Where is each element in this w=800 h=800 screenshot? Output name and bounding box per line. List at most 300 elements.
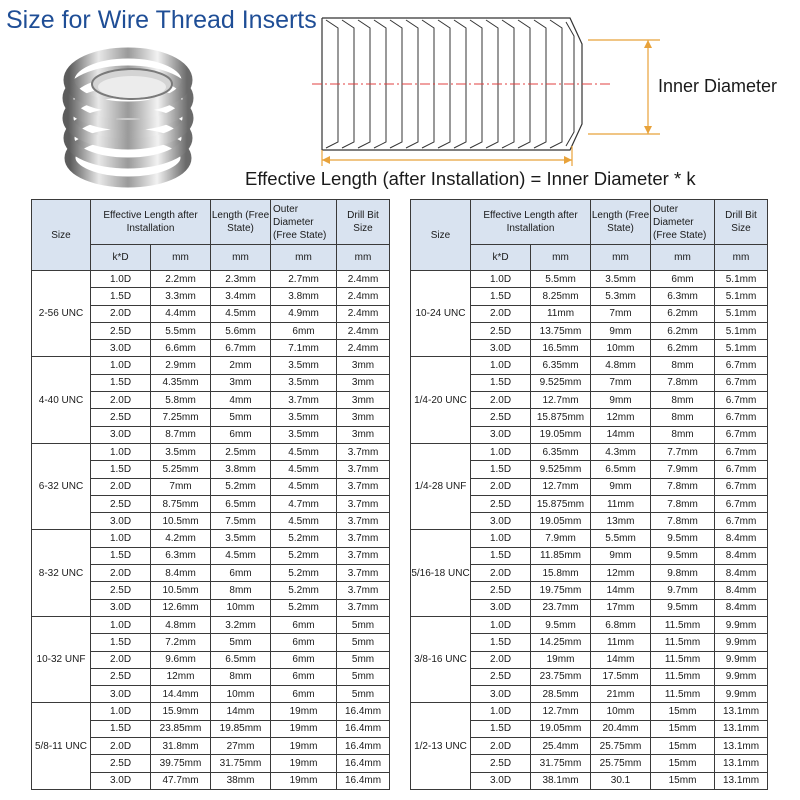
kd-cell: 3.0D [91,599,151,616]
effective-length-cell: 31.8mm [151,738,211,755]
effective-length-cell: 13.75mm [531,322,591,339]
drill-bit-cell: 2.4mm [337,322,390,339]
effective-length-cell: 4.35mm [151,374,211,391]
drill-bit-cell: 6.7mm [715,392,768,409]
outer-diameter-cell: 3.5mm [271,426,337,443]
header-mm: mm [531,245,591,271]
length-free-cell: 5.3mm [591,288,651,305]
effective-length-cell: 8.75mm [151,495,211,512]
drill-bit-cell: 16.4mm [337,720,390,737]
effective-length-cell: 38.1mm [531,772,591,789]
outer-diameter-cell: 8mm [651,392,715,409]
effective-length-cell: 15.875mm [531,409,591,426]
kd-cell: 2.0D [91,392,151,409]
size-table-left [31,199,390,790]
length-free-cell: 4.3mm [591,443,651,460]
kd-cell: 2.5D [91,495,151,512]
effective-length-formula: Effective Length (after Installation) = Inner Diameter * k [245,168,696,189]
drill-bit-cell: 5.1mm [715,322,768,339]
outer-diameter-cell: 4.7mm [271,495,337,512]
table-row [32,530,390,547]
kd-cell: 2.5D [471,755,531,772]
effective-length-cell: 5.8mm [151,392,211,409]
effective-length-cell: 4.4mm [151,305,211,322]
drill-bit-cell: 16.4mm [337,703,390,720]
length-free-cell: 9mm [591,392,651,409]
kd-cell: 1.0D [91,703,151,720]
length-free-cell: 5.2mm [211,478,271,495]
effective-length-cell: 16.5mm [531,340,591,357]
drill-bit-cell: 3mm [337,392,390,409]
outer-diameter-cell: 4.5mm [271,443,337,460]
outer-diameter-cell: 6mm [271,616,337,633]
length-free-cell: 38mm [211,772,271,789]
length-free-cell: 3.5mm [211,530,271,547]
outer-diameter-cell: 3.5mm [271,409,337,426]
drill-bit-cell: 3.7mm [337,565,390,582]
effective-length-cell: 6.3mm [151,547,211,564]
drill-bit-cell: 9.9mm [715,668,768,685]
outer-diameter-cell: 9.7mm [651,582,715,599]
effective-length-cell: 23.75mm [531,668,591,685]
header-size: Size [32,200,91,271]
table-row [411,530,768,547]
effective-length-cell: 2.2mm [151,271,211,288]
outer-diameter-cell: 6.2mm [651,322,715,339]
kd-cell: 1.5D [471,461,531,478]
length-free-cell: 19.85mm [211,720,271,737]
table-row [411,443,768,460]
outer-diameter-cell: 7.8mm [651,513,715,530]
effective-length-cell: 3.5mm [151,443,211,460]
effective-length-cell: 28.5mm [531,686,591,703]
outer-diameter-cell: 8mm [651,409,715,426]
header-length-free: Length (Free State) [591,200,651,245]
outer-diameter-cell: 6mm [651,271,715,288]
kd-cell: 2.5D [91,668,151,685]
drill-bit-cell: 3.7mm [337,478,390,495]
kd-cell: 2.5D [471,668,531,685]
kd-cell: 3.0D [91,686,151,703]
header-mm: mm [337,245,390,271]
effective-length-cell: 5.5mm [151,322,211,339]
effective-length-cell: 3.3mm [151,288,211,305]
drill-bit-cell: 16.4mm [337,772,390,789]
effective-length-cell: 7.9mm [531,530,591,547]
drill-bit-cell: 8.4mm [715,547,768,564]
kd-cell: 2.5D [91,755,151,772]
outer-diameter-cell: 7.7mm [651,443,715,460]
kd-cell: 3.0D [471,513,531,530]
size-cell: 5/16-18 UNC [411,530,471,616]
length-free-cell: 17.5mm [591,668,651,685]
size-cell: 10-24 UNC [411,271,471,357]
kd-cell: 2.5D [471,322,531,339]
size-table-right [410,199,768,790]
effective-length-cell: 39.75mm [151,755,211,772]
effective-length-cell: 9.525mm [531,374,591,391]
drill-bit-cell: 8.4mm [715,530,768,547]
drill-bit-cell: 6.7mm [715,409,768,426]
outer-diameter-cell: 6.2mm [651,340,715,357]
effective-length-cell: 12.7mm [531,392,591,409]
outer-diameter-cell: 6mm [271,322,337,339]
inner-diameter-label: Inner Diameter [658,76,778,96]
kd-cell: 1.5D [91,720,151,737]
header-kd: k*D [471,245,531,271]
table-row [411,703,768,720]
effective-length-cell: 19.75mm [531,582,591,599]
drill-bit-cell: 3.7mm [337,461,390,478]
length-free-cell: 6.5mm [211,495,271,512]
kd-cell: 2.0D [471,392,531,409]
length-free-cell: 14mm [591,426,651,443]
table-row [32,271,390,288]
effective-length-cell: 23.7mm [531,599,591,616]
header-length-free: Length (Free State) [211,200,271,245]
length-free-cell: 21mm [591,686,651,703]
effective-length-cell: 14.4mm [151,686,211,703]
kd-cell: 3.0D [471,686,531,703]
header-mm: mm [151,245,211,271]
outer-diameter-cell: 2.7mm [271,271,337,288]
effective-length-cell: 5.5mm [531,271,591,288]
drill-bit-cell: 5.1mm [715,288,768,305]
outer-diameter-cell: 7.8mm [651,495,715,512]
kd-cell: 1.0D [471,616,531,633]
length-free-cell: 25.75mm [591,755,651,772]
drill-bit-cell: 3.7mm [337,582,390,599]
effective-length-cell: 10.5mm [151,582,211,599]
drill-bit-cell: 5mm [337,616,390,633]
kd-cell: 1.0D [471,443,531,460]
size-cell: 5/8-11 UNC [32,703,91,789]
page-title: Size for Wire Thread Inserts [6,6,317,34]
effective-length-cell: 4.8mm [151,616,211,633]
drill-bit-cell: 5mm [337,668,390,685]
outer-diameter-cell: 5.2mm [271,530,337,547]
drill-bit-cell: 6.7mm [715,513,768,530]
table-row [32,443,390,460]
effective-length-cell: 19.05mm [531,513,591,530]
drill-bit-cell: 13.1mm [715,772,768,789]
kd-cell: 3.0D [471,599,531,616]
table-row [32,703,390,720]
effective-length-cell: 9.5mm [531,616,591,633]
outer-diameter-cell: 6mm [271,651,337,668]
outer-diameter-cell: 7.9mm [651,461,715,478]
length-free-cell: 10mm [591,703,651,720]
kd-cell: 1.0D [91,271,151,288]
kd-cell: 3.0D [91,513,151,530]
length-free-cell: 5.6mm [211,322,271,339]
outer-diameter-cell: 15mm [651,703,715,720]
effective-length-cell: 19.05mm [531,426,591,443]
kd-cell: 1.0D [91,616,151,633]
header-size: Size [411,200,471,271]
drill-bit-cell: 3.7mm [337,443,390,460]
size-cell: 8-32 UNC [32,530,91,616]
kd-cell: 2.0D [91,478,151,495]
length-free-cell: 3.2mm [211,616,271,633]
drill-bit-cell: 3.7mm [337,513,390,530]
effective-length-cell: 15.9mm [151,703,211,720]
outer-diameter-cell: 3.5mm [271,374,337,391]
drill-bit-cell: 9.9mm [715,634,768,651]
effective-length-cell: 9.525mm [531,461,591,478]
effective-length-cell: 8.25mm [531,288,591,305]
length-free-cell: 14mm [591,651,651,668]
size-cell: 1/4-20 UNC [411,357,471,443]
outer-diameter-cell: 7.1mm [271,340,337,357]
table-row [32,616,390,633]
header-mm: mm [591,245,651,271]
drill-bit-cell: 9.9mm [715,616,768,633]
effective-length-cell: 12mm [151,668,211,685]
kd-cell: 3.0D [91,772,151,789]
kd-cell: 2.5D [471,409,531,426]
kd-cell: 1.5D [91,374,151,391]
drill-bit-cell: 5.1mm [715,271,768,288]
drill-bit-cell: 2.4mm [337,340,390,357]
kd-cell: 3.0D [471,772,531,789]
drill-bit-cell: 3.7mm [337,599,390,616]
outer-diameter-cell: 8mm [651,426,715,443]
kd-cell: 2.0D [471,565,531,582]
length-free-cell: 2.3mm [211,271,271,288]
length-free-cell: 5mm [211,634,271,651]
effective-length-cell: 25.4mm [531,738,591,755]
kd-cell: 1.5D [471,634,531,651]
effective-length-cell: 7.2mm [151,634,211,651]
drill-bit-cell: 3.7mm [337,530,390,547]
outer-diameter-cell: 9.5mm [651,530,715,547]
outer-diameter-cell: 8mm [651,357,715,374]
effective-length-cell: 6.35mm [531,357,591,374]
length-free-cell: 11mm [591,495,651,512]
outer-diameter-cell: 15mm [651,738,715,755]
effective-length-cell: 8.4mm [151,565,211,582]
length-free-cell: 14mm [591,582,651,599]
drill-bit-cell: 6.7mm [715,478,768,495]
outer-diameter-cell: 6mm [271,634,337,651]
effective-length-cell: 11.85mm [531,547,591,564]
table-body [411,271,768,790]
outer-diameter-cell: 5.2mm [271,547,337,564]
length-free-cell: 6.5mm [591,461,651,478]
drill-bit-cell: 5mm [337,686,390,703]
kd-cell: 1.0D [471,530,531,547]
length-free-cell: 4mm [211,392,271,409]
effective-length-cell: 6.6mm [151,340,211,357]
header-outer-diameter: Outer Diameter (Free State) [651,200,715,245]
kd-cell: 1.0D [471,703,531,720]
length-free-cell: 9mm [591,547,651,564]
effective-length-cell: 15.875mm [531,495,591,512]
kd-cell: 1.5D [471,547,531,564]
length-free-cell: 6mm [211,565,271,582]
outer-diameter-cell: 11.5mm [651,634,715,651]
header-kd: k*D [91,245,151,271]
effective-length-cell: 31.75mm [531,755,591,772]
kd-cell: 2.0D [471,738,531,755]
kd-cell: 1.0D [471,271,531,288]
header-mm: mm [211,245,271,271]
outer-diameter-cell: 6.2mm [651,305,715,322]
drill-bit-cell: 6.7mm [715,461,768,478]
kd-cell: 2.5D [91,409,151,426]
length-free-cell: 3mm [211,374,271,391]
header-effective-length: Effective Length after Installation [91,200,211,245]
drill-bit-cell: 6.7mm [715,426,768,443]
effective-length-cell: 2.9mm [151,357,211,374]
size-cell: 2-56 UNC [32,271,91,357]
outer-diameter-cell: 4.9mm [271,305,337,322]
size-cell: 1/2-13 UNC [411,703,471,789]
outer-diameter-cell: 11.5mm [651,668,715,685]
kd-cell: 1.5D [91,634,151,651]
kd-cell: 1.0D [91,530,151,547]
kd-cell: 2.0D [471,651,531,668]
drill-bit-cell: 9.9mm [715,651,768,668]
kd-cell: 2.0D [91,651,151,668]
wire-insert-photo [58,40,198,190]
effective-length-cell: 23.85mm [151,720,211,737]
outer-diameter-cell: 9.5mm [651,547,715,564]
kd-cell: 2.5D [471,495,531,512]
length-free-cell: 10mm [591,340,651,357]
kd-cell: 1.5D [471,374,531,391]
outer-diameter-cell: 11.5mm [651,651,715,668]
outer-diameter-cell: 3.7mm [271,392,337,409]
header-mm: mm [715,245,768,271]
drill-bit-cell: 6.7mm [715,443,768,460]
drill-bit-cell: 2.4mm [337,288,390,305]
header-mm: mm [271,245,337,271]
table-row [411,271,768,288]
kd-cell: 1.5D [471,720,531,737]
kd-cell: 2.5D [91,582,151,599]
drill-bit-cell: 13.1mm [715,720,768,737]
length-free-cell: 31.75mm [211,755,271,772]
outer-diameter-cell: 5.2mm [271,599,337,616]
length-free-cell: 10mm [211,599,271,616]
kd-cell: 3.0D [471,340,531,357]
length-free-cell: 3.5mm [591,271,651,288]
length-free-cell: 3.4mm [211,288,271,305]
size-cell: 4-40 UNC [32,357,91,443]
table-row [411,616,768,633]
kd-cell: 1.5D [471,288,531,305]
length-free-cell: 12mm [591,565,651,582]
effective-length-cell: 19.05mm [531,720,591,737]
size-cell: 10-32 UNF [32,616,91,702]
drill-bit-cell: 3mm [337,409,390,426]
outer-diameter-cell: 19mm [271,755,337,772]
kd-cell: 1.0D [471,357,531,374]
drill-bit-cell: 3.7mm [337,547,390,564]
drill-bit-cell: 16.4mm [337,755,390,772]
drill-bit-cell: 13.1mm [715,703,768,720]
outer-diameter-cell: 19mm [271,720,337,737]
drill-bit-cell: 3mm [337,357,390,374]
outer-diameter-cell: 3.8mm [271,288,337,305]
effective-length-cell: 8.7mm [151,426,211,443]
header-outer-diameter: Outer Diameter (Free State) [271,200,337,245]
length-free-cell: 4.5mm [211,305,271,322]
length-free-cell: 6mm [211,426,271,443]
length-free-cell: 2.5mm [211,443,271,460]
effective-length-cell: 7.25mm [151,409,211,426]
outer-diameter-cell: 11.5mm [651,686,715,703]
drill-bit-cell: 5.1mm [715,340,768,357]
effective-length-cell: 12.7mm [531,703,591,720]
table-row [411,357,768,374]
outer-diameter-cell: 19mm [271,738,337,755]
length-free-cell: 11mm [591,634,651,651]
effective-length-cell: 47.7mm [151,772,211,789]
header-mm: mm [651,245,715,271]
kd-cell: 3.0D [471,426,531,443]
length-free-cell: 12mm [591,409,651,426]
outer-diameter-cell: 6.3mm [651,288,715,305]
effective-length-cell: 9.6mm [151,651,211,668]
drill-bit-cell: 3mm [337,374,390,391]
length-free-cell: 5mm [211,409,271,426]
length-free-cell: 8mm [211,668,271,685]
length-free-cell: 2mm [211,357,271,374]
drill-bit-cell: 9.9mm [715,686,768,703]
outer-diameter-cell: 9.8mm [651,565,715,582]
kd-cell: 3.0D [91,340,151,357]
drill-bit-cell: 2.4mm [337,271,390,288]
length-free-cell: 14mm [211,703,271,720]
length-free-cell: 6.8mm [591,616,651,633]
outer-diameter-cell: 6mm [271,668,337,685]
drill-bit-cell: 5.1mm [715,305,768,322]
outer-diameter-cell: 5.2mm [271,582,337,599]
outer-diameter-cell: 3.5mm [271,357,337,374]
effective-length-cell: 12.6mm [151,599,211,616]
outer-diameter-cell: 19mm [271,772,337,789]
effective-length-cell: 7mm [151,478,211,495]
drill-bit-cell: 3mm [337,426,390,443]
kd-cell: 2.0D [471,305,531,322]
outer-diameter-cell: 7.8mm [651,374,715,391]
size-cell: 3/8-16 UNC [411,616,471,702]
drill-bit-cell: 13.1mm [715,755,768,772]
effective-length-cell: 4.2mm [151,530,211,547]
outer-diameter-cell: 11.5mm [651,616,715,633]
outer-diameter-cell: 15mm [651,720,715,737]
outer-diameter-cell: 4.5mm [271,478,337,495]
effective-length-cell: 12.7mm [531,478,591,495]
outer-diameter-cell: 19mm [271,703,337,720]
length-free-cell: 4.5mm [211,547,271,564]
outer-diameter-cell: 4.5mm [271,461,337,478]
size-cell: 1/4-28 UNF [411,443,471,529]
kd-cell: 1.5D [91,461,151,478]
length-free-cell: 7mm [591,305,651,322]
kd-cell: 2.0D [91,305,151,322]
kd-cell: 1.5D [91,547,151,564]
kd-cell: 1.5D [91,288,151,305]
kd-cell: 1.0D [91,357,151,374]
outer-diameter-cell: 4.5mm [271,513,337,530]
length-free-cell: 4.8mm [591,357,651,374]
drill-bit-cell: 6.7mm [715,374,768,391]
drill-bit-cell: 6.7mm [715,495,768,512]
